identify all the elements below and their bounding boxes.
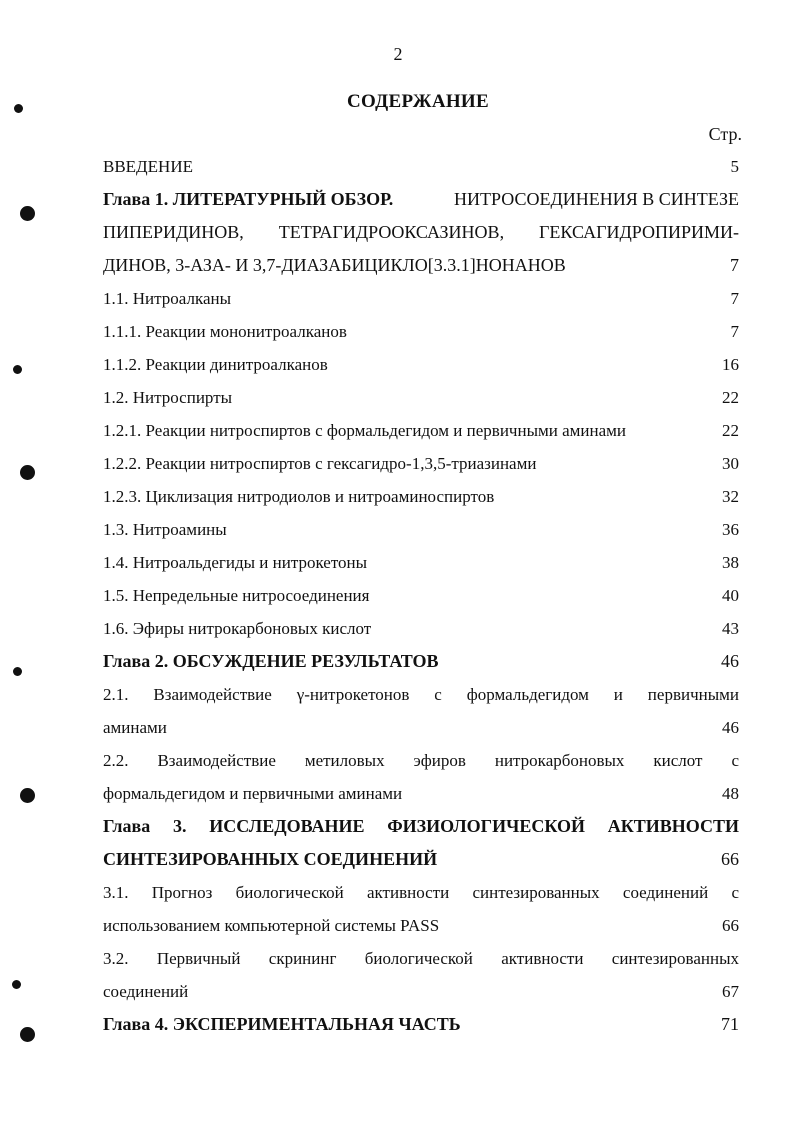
toc-entry-label: аминами (103, 718, 167, 737)
toc-entry (103, 315, 739, 348)
toc-entry-label: соединений (103, 982, 189, 1001)
toc-entry-label: 1.2. Нитроспирты (103, 388, 233, 407)
toc-entry-3-1 (103, 876, 739, 942)
toc-entry-line: 3.2. Первичный скрининг биологической активности синтезированных (103, 949, 739, 968)
chapter-title-part: НИТРОСОЕДИНЕНИЯ В СИНТЕЗЕ (454, 189, 739, 209)
toc-entry (103, 282, 739, 315)
toc-entry (103, 381, 739, 414)
toc-entry-label: 1.1. Нитроалканы (103, 289, 232, 308)
toc-entry (103, 447, 739, 480)
toc-entry-2-1 (103, 678, 739, 744)
toc-entry (103, 612, 739, 645)
toc-entry-label: 1.1.1. Реакции мононитроалканов (103, 322, 347, 341)
toc-entry-page: 7 (730, 322, 739, 341)
toc-entry-page: 46 (721, 651, 739, 671)
toc-entry-2-2 (103, 744, 739, 810)
toc-entry-line: 2.1. Взаимодействие γ-нитрокетонов с формальдегидом и первичными (103, 685, 739, 704)
binder-hole-mark (13, 667, 22, 676)
toc-entry-line: 2.2. Взаимодействие метиловых эфиров нитрокарбоновых кислот с (103, 751, 739, 770)
toc-entry-label: Глава 2. ОБСУЖДЕНИЕ РЕЗУЛЬТАТОВ (103, 651, 439, 671)
toc-entry-line (103, 975, 739, 1008)
binder-hole (20, 206, 35, 221)
toc-entry-page: 66 (721, 849, 739, 869)
toc-entry-label: СИНТЕЗИРОВАННЫХ СОЕДИНЕНИЙ (103, 849, 438, 869)
binder-hole (20, 465, 35, 480)
binder-hole-mark (14, 104, 23, 113)
toc-entry-label: ДИНОВ, 3-АЗА- И 3,7-ДИАЗАБИЦИКЛО[3.3.1]НОНАНОВ (103, 255, 566, 275)
toc-entry-page: 7 (730, 289, 739, 308)
toc-entry-page: 22 (722, 388, 739, 407)
toc-entry (103, 579, 739, 612)
page-column-header: Стр. (708, 124, 742, 144)
toc-entry-page: 16 (722, 355, 739, 374)
toc-entry-page: 43 (722, 619, 739, 638)
toc-entry-page: 66 (722, 916, 739, 935)
binder-hole-mark (12, 980, 21, 989)
toc-entry-chapter-4 (103, 1008, 739, 1041)
binder-hole (20, 1027, 35, 1042)
toc-entry-page: 7 (730, 255, 739, 275)
toc-entry-page: 30 (722, 454, 739, 473)
toc-entry-line (103, 711, 739, 744)
toc-entry-label: 1.1.2. Реакции динитроалканов (103, 355, 328, 374)
toc-entry-page: 38 (722, 553, 739, 572)
toc-entry-page: 46 (722, 718, 739, 737)
toc-entry-label: ВВЕДЕНИЕ (103, 157, 193, 176)
toc-entry-label: формальдегидом и первичными аминами (103, 784, 403, 803)
chapter-heading: Глава 1. ЛИТЕРАТУРНЫЙ ОБЗОР. (103, 189, 394, 209)
toc-entry-label: 1.2.1. Реакции нитроспиртов с формальдегидом и первичными аминами (103, 421, 626, 440)
toc-entry-line (103, 183, 739, 216)
toc-entry (103, 480, 739, 513)
toc-entry-intro (103, 150, 739, 183)
toc-entry-page: 32 (722, 487, 739, 506)
toc-entry-label: Глава 4. ЭКСПЕРИМЕНТАЛЬНАЯ ЧАСТЬ (103, 1014, 461, 1034)
binder-hole-mark (13, 365, 22, 374)
toc-entry-line: 3.1. Прогноз биологической активности синтезированных соединений с (103, 883, 739, 902)
toc-entry-line: ПИПЕРИДИНОВ, ТЕТРАГИДРООКСАЗИНОВ, ГЕКСАГИДРОПИРИМИ- (103, 222, 739, 242)
toc-entry (103, 513, 739, 546)
toc-entry-line: Глава 3. ИССЛЕДОВАНИЕ ФИЗИОЛОГИЧЕСКОЙ АКТИВНОСТИ (103, 816, 739, 836)
toc-entry-label: 1.3. Нитроамины (103, 520, 227, 539)
toc-entry-page: 48 (722, 784, 739, 803)
binder-hole (20, 788, 35, 803)
toc-entry-label: использованием компьютерной системы PASS (103, 916, 440, 935)
toc-entry-page: 40 (722, 586, 739, 605)
toc-entry-line (103, 249, 739, 282)
toc-entry (103, 414, 739, 447)
toc-entry-page: 5 (730, 157, 739, 176)
toc-entry-chapter-1 (103, 183, 739, 282)
toc-entry-page: 36 (722, 520, 739, 539)
toc-entry-page: 22 (722, 421, 739, 440)
toc-entry-line (103, 909, 739, 942)
toc-entry-label: 1.4. Нитроальдегиды и нитрокетоны (103, 553, 368, 572)
toc-entry-chapter-2 (103, 645, 739, 678)
toc-entry-label: 1.5. Непредельные нитросоединения (103, 586, 370, 605)
toc-entry-label: 1.2.3. Циклизация нитродиолов и нитроаминоспиртов (103, 487, 495, 506)
toc-entry (103, 546, 739, 579)
toc-entry-line (103, 843, 739, 876)
toc-entry-label: 1.6. Эфиры нитрокарбоновых кислот (103, 619, 372, 638)
toc-section-list (103, 282, 739, 645)
toc-entry-line (103, 777, 739, 810)
toc-entry-chapter-3 (103, 810, 739, 876)
page-title: СОДЕРЖАНИЕ (347, 91, 489, 112)
table-of-contents (103, 150, 739, 1041)
toc-entry-page: 71 (721, 1014, 739, 1034)
toc-entry-3-2 (103, 942, 739, 1008)
toc-entry (103, 348, 739, 381)
toc-entry-page: 67 (722, 982, 739, 1001)
toc-entry-label: 1.2.2. Реакции нитроспиртов с гексагидро-1,3,5-триазинами (103, 454, 537, 473)
page-number: 2 (393, 44, 403, 64)
